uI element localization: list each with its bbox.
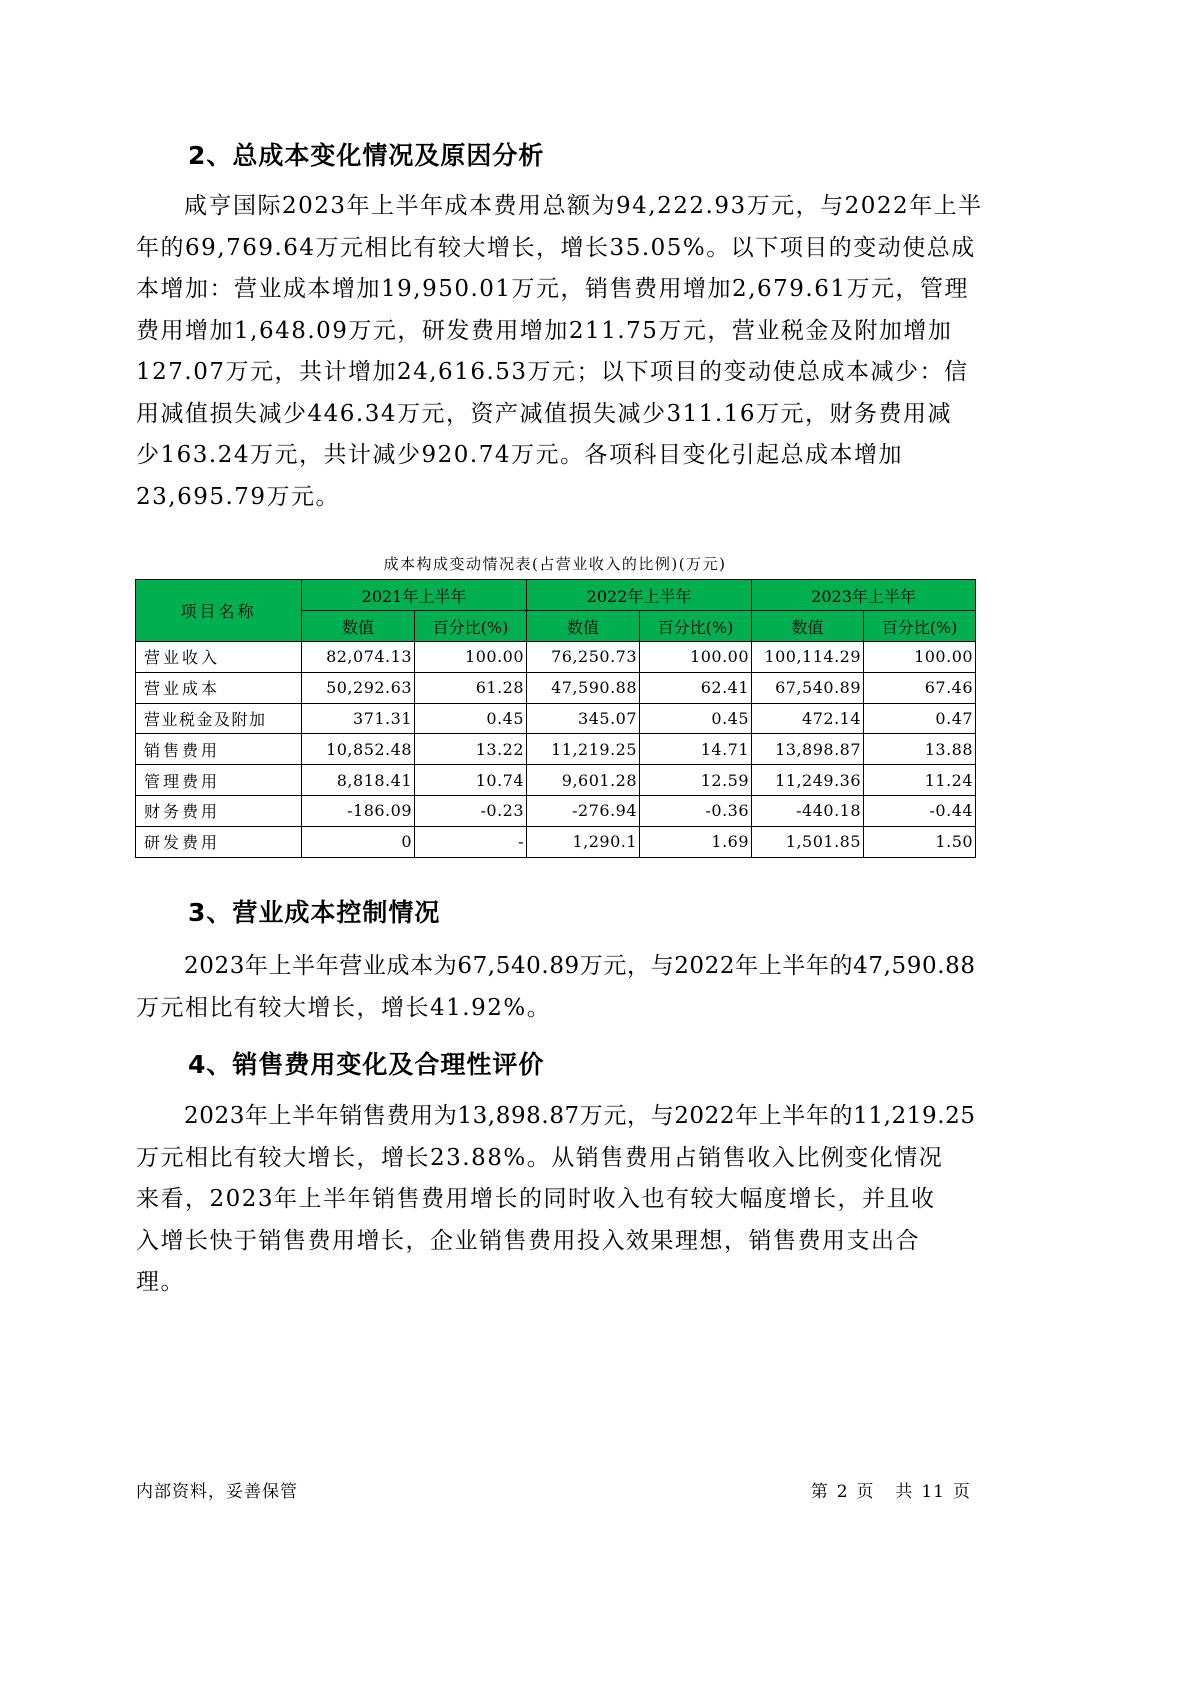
cost-structure-table	[135, 579, 976, 858]
page-prefix: 第	[810, 1482, 829, 1502]
cell-percent-2022: 14.71	[640, 734, 752, 765]
header-value: 数值	[752, 611, 864, 642]
paragraph-line: 理。	[136, 1269, 185, 1295]
paragraph-line: 用减值损失减少446.34万元，资产减值损失减少311.16万元，财务费用减	[136, 400, 952, 427]
cell-value-2022: 345.07	[527, 703, 640, 734]
row-name: 管理费用	[136, 765, 302, 796]
section-3-paragraph	[136, 946, 976, 1029]
cell-percent-2023: 0.47	[864, 703, 976, 734]
cell-value-2021: -186.09	[302, 795, 415, 826]
cell-percent-2023: 1.50	[864, 826, 976, 857]
section-2-heading: 2、总成本变化情况及原因分析	[188, 141, 545, 170]
cell-value-2023: 67,540.89	[752, 672, 864, 703]
cell-percent-2023: 100.00	[864, 642, 976, 673]
page-unit: 页	[856, 1482, 875, 1502]
table-row	[136, 826, 976, 857]
header-item-name: 项目名称	[136, 580, 302, 642]
cell-percent-2023: 11.24	[864, 765, 976, 796]
table-row	[136, 734, 976, 765]
cell-value-2022: 1,290.1	[527, 826, 640, 857]
paragraph-line: 万元相比有较大增长，增长41.92%。	[136, 994, 552, 1021]
header-percent: 百分比(%)	[640, 611, 752, 642]
paragraph-line: 23,695.79万元。	[136, 483, 341, 510]
cell-value-2021: 82,074.13	[302, 642, 415, 673]
section-3-heading: 3、营业成本控制情况	[188, 898, 441, 927]
cell-value-2022: 9,601.28	[527, 765, 640, 796]
paragraph-line: 2023年上半年销售费用为13,898.87万元，与2022年上半年的11,219.25	[184, 1103, 976, 1129]
paragraph-line: 本增加：营业成本增加19,950.01万元，销售费用增加2,679.61万元，管理	[136, 276, 969, 302]
paragraph-line: 万元相比有较大增长，增长23.88%。从销售费用占销售收入比例变化情况	[136, 1144, 944, 1171]
cell-value-2023: -440.18	[752, 795, 864, 826]
header-year-2021: 2021年上半年	[302, 580, 527, 611]
total-unit: 页	[953, 1482, 971, 1502]
row-name: 营业成本	[136, 672, 302, 703]
cell-value-2021: 371.31	[302, 703, 415, 734]
paragraph-line: 2023年上半年营业成本为67,540.89万元，与2022年上半年的47,590.88	[184, 953, 976, 979]
paragraph-line: 127.07万元，共计增加24,616.53万元；以下项目的变动使总成本减少：信	[136, 359, 969, 385]
cell-percent-2022: 1.69	[640, 826, 752, 857]
cell-value-2021: 8,818.41	[302, 765, 415, 796]
table-header-row	[136, 580, 976, 611]
cell-value-2022: -276.94	[527, 795, 640, 826]
section-4-heading: 4、销售费用变化及合理性评价	[188, 1050, 545, 1079]
table-row	[136, 642, 976, 673]
paragraph-line: 年的69,769.64万元相比有较大增长，增长35.05%。以下项目的变动使总成	[136, 234, 976, 261]
cell-percent-2021: -	[415, 826, 527, 857]
section-2-paragraph	[136, 186, 983, 518]
paragraph-line: 费用增加1,648.09万元，研发费用增加211.75万元，营业税金及附加增加	[136, 317, 953, 344]
table-caption: 成本构成变动情况表(占营业收入的比例)(万元)	[383, 555, 727, 573]
cell-value-2021: 10,852.48	[302, 734, 415, 765]
paragraph-line: 咸亨国际2023年上半年成本费用总额为94,222.93万元，与2022年上半	[184, 193, 983, 219]
row-name: 财务费用	[136, 795, 302, 826]
cell-percent-2022: 0.45	[640, 703, 752, 734]
cell-value-2023: 100,114.29	[752, 642, 864, 673]
table-row	[136, 672, 976, 703]
cell-percent-2022: 100.00	[640, 642, 752, 673]
cell-percent-2021: 10.74	[415, 765, 527, 796]
page-current: 2	[836, 1482, 849, 1502]
header-percent: 百分比(%)	[415, 611, 527, 642]
cell-percent-2023: 67.46	[864, 672, 976, 703]
section-4-paragraph	[136, 1096, 976, 1304]
cell-percent-2021: 100.00	[415, 642, 527, 673]
cell-value-2023: 472.14	[752, 703, 864, 734]
cell-percent-2021: -0.23	[415, 795, 527, 826]
cell-value-2023: 13,898.87	[752, 734, 864, 765]
cell-percent-2021: 0.45	[415, 703, 527, 734]
cell-percent-2022: 12.59	[640, 765, 752, 796]
footer-page-number	[807, 1477, 975, 1502]
paragraph-line: 来看，2023年上半年销售费用增长的同时收入也有较大幅度增长，并且收	[136, 1186, 936, 1212]
footer-confidential-note: 内部资料，妥善保管	[136, 1482, 298, 1502]
row-name: 研发费用	[136, 826, 302, 857]
header-year-2023: 2023年上半年	[752, 580, 976, 611]
total-prefix: 共	[895, 1482, 914, 1502]
table-row	[136, 703, 976, 734]
header-percent: 百分比(%)	[864, 611, 976, 642]
row-name: 销售费用	[136, 734, 302, 765]
table-row	[136, 765, 976, 796]
cell-percent-2021: 61.28	[415, 672, 527, 703]
cell-value-2021: 50,292.63	[302, 672, 415, 703]
header-value: 数值	[302, 611, 415, 642]
row-name: 营业收入	[136, 642, 302, 673]
cell-value-2022: 76,250.73	[527, 642, 640, 673]
paragraph-line: 入增长快于销售费用增长，企业销售费用投入效果理想，销售费用支出合	[136, 1227, 920, 1254]
cell-value-2021: 0	[302, 826, 415, 857]
paragraph-line: 少163.24万元，共计减少920.74万元。各项科目变化引起总成本增加	[136, 442, 903, 468]
page-total: 11	[921, 1482, 945, 1502]
header-value: 数值	[527, 611, 640, 642]
header-year-2022: 2022年上半年	[527, 580, 752, 611]
cell-value-2023: 11,249.36	[752, 765, 864, 796]
cell-percent-2022: -0.36	[640, 795, 752, 826]
cell-percent-2023: 13.88	[864, 734, 976, 765]
row-name: 营业税金及附加	[136, 703, 302, 734]
cell-percent-2022: 62.41	[640, 672, 752, 703]
cell-value-2022: 11,219.25	[527, 734, 640, 765]
cell-value-2022: 47,590.88	[527, 672, 640, 703]
cell-percent-2023: -0.44	[864, 795, 976, 826]
cell-percent-2021: 13.22	[415, 734, 527, 765]
cell-value-2023: 1,501.85	[752, 826, 864, 857]
table-row	[136, 795, 976, 826]
